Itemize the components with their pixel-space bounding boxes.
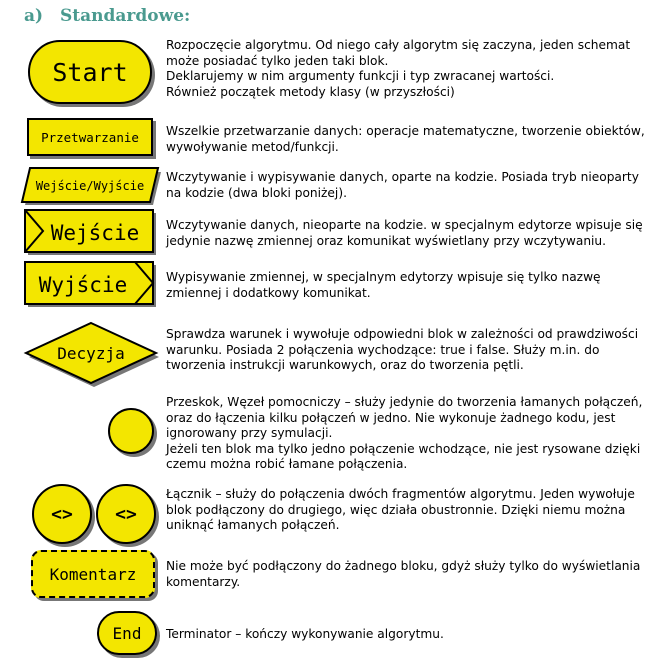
description-line: jedynie nazwę zmiennej oraz komunikat wyświetlany przy wczytywaniu. [166, 233, 607, 248]
description-line: uniknąć łamanych połączeń. [166, 518, 340, 532]
section-marker: a) [24, 6, 44, 26]
description-line: Wczytywanie danych, nieoparte na kodzie. w specjalnym edytorze wpisuje się [166, 218, 643, 232]
description-line: Sprawdza warunek i wywołuje odpowiedni blok w zależności od prawdziwości [166, 327, 639, 341]
input-description [166, 218, 666, 249]
description-line: ignorowany przy symulacji. [166, 426, 333, 440]
input-label: Wejście [50, 221, 140, 245]
start-block [28, 40, 152, 104]
description-line: Przeskok, Węzeł pomocniczy – służy jedynie do tworzenia łamanych połączeń, [166, 395, 643, 409]
jump-node-description [166, 395, 666, 473]
description-line: komentarzy. [166, 574, 241, 589]
io-block [20, 166, 160, 206]
comment-description [166, 559, 666, 590]
description-line: Nie może być podłączony do żadnego bloku, gdyż służy tylko do wyświetlania [166, 559, 641, 573]
process-label: Przetwarzanie [41, 129, 139, 145]
description-line: Wczytywanie i wypisywanie danych, oparte na kodzie. Posiada tryb nieoparty [166, 170, 639, 184]
description-line: Jeżeli ten blok ma tylko jedno połączenie wchodzące, nie jest rysowane dzięki [166, 441, 641, 456]
description-line: Również początek metody klasy (w przyszłości) [166, 84, 455, 99]
description-line: Deklarujemy w nim argumenty funkcji i typ zwracanej wartości. [166, 69, 555, 83]
output-block [23, 260, 163, 310]
start-label: Start [52, 57, 128, 87]
end-label: End [112, 623, 142, 643]
output-label: Wyjście [38, 273, 128, 297]
jump-node-block [108, 408, 154, 454]
output-description [166, 270, 666, 301]
description-line: warunku. Posiada 2 połączenia wychodzące: true i false. Służy m.in. do [166, 342, 600, 357]
description-line: Łącznik – służy do połączenia dwóch fragmentów algorytmu. Jeden wywołuje [166, 487, 635, 501]
description-line: może posiadać tylko jeden taki blok. [166, 53, 389, 68]
input-block [23, 208, 163, 258]
connector-description [166, 487, 666, 534]
description-line: tworzenia instrukcji warunkowych, oraz do tworzenia pętli. [166, 358, 524, 372]
section-heading [24, 6, 190, 26]
connector-label-left: <> [51, 503, 73, 525]
connector-block-left [32, 484, 92, 544]
description-line: czemu można robić łamane połączenia. [166, 457, 408, 471]
description-line: oraz do łączenia kilku połączeń w jedno. Nie wykonuje żadnego kodu, jest [166, 410, 616, 425]
description-line: Wypisywanie zmiennej, w specjalnym edytorzy wpisuje się tylko nazwę [166, 270, 601, 284]
process-block [27, 118, 153, 156]
end-block [97, 611, 157, 655]
decision-block [26, 322, 162, 388]
connector-label-right: <> [115, 503, 137, 525]
io-label: Wejście/Wyjście [35, 179, 145, 193]
start-description [166, 38, 666, 100]
io-description [166, 170, 666, 201]
description-line: wywoływanie metod/funkcji. [166, 139, 339, 154]
description-line: blok podłączony do drugiego, więc działa obustronnie. Dzięki niemu można [166, 502, 626, 517]
decision-label: Decyzja [57, 344, 125, 363]
comment-block [31, 550, 155, 598]
end-description [166, 627, 666, 643]
comment-label: Komentarz [49, 564, 137, 584]
description-line: Terminator – kończy wykonywanie algorytmu. [166, 627, 444, 641]
description-line: na kodzie (dwa bloki poniżej). [166, 185, 347, 200]
decision-description [166, 327, 666, 374]
description-line: Wszelkie przetwarzanie danych: operacje matematyczne, tworzenie obiektów, [166, 124, 645, 138]
description-line: zmiennej i dodatkowy komunikat. [166, 285, 371, 300]
process-description [166, 124, 666, 155]
section-title: Standardowe: [60, 6, 191, 26]
description-line: Rozpoczęcie algorytmu. Od niego cały algorytm się zaczyna, jeden schemat [166, 38, 631, 52]
connector-block-right [96, 484, 156, 544]
